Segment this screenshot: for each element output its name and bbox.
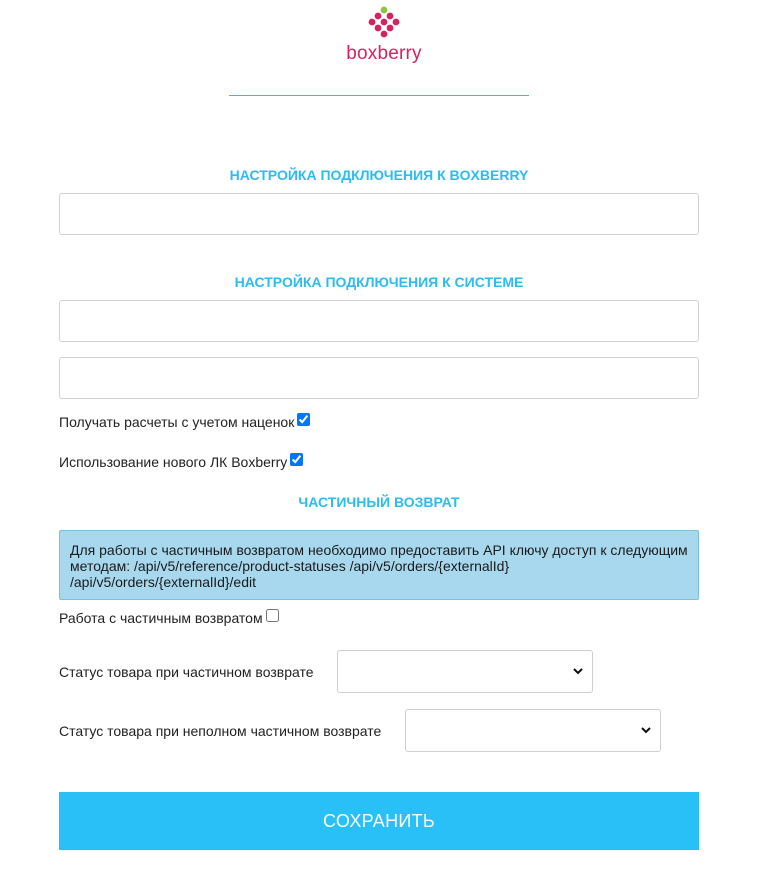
raspberry-dots-icon	[364, 5, 404, 41]
partial-status-select[interactable]	[337, 650, 593, 693]
partial-return-row[interactable]	[59, 610, 279, 626]
brand-name: boxberry	[346, 43, 422, 64]
partial-return-info	[59, 530, 699, 600]
incomplete-status-select[interactable]	[405, 709, 661, 752]
partial-return-checkbox[interactable]	[266, 609, 279, 622]
new-lk-checkbox[interactable]	[290, 453, 303, 466]
partial-status-label: Статус товара при частичном возврате	[59, 664, 314, 680]
info-line: методам: /api/v5/reference/product-statuses /api/v5/orders/{externalId}	[70, 558, 510, 574]
partial-return-label: Работа с частичным возвратом	[59, 610, 263, 626]
system-url-input[interactable]	[59, 300, 699, 342]
new-lk-label: Использование нового ЛК Boxberry	[59, 454, 288, 470]
logo-divider	[229, 95, 529, 96]
new-lk-row[interactable]	[59, 454, 303, 470]
info-line: Для работы с частичным возвратом необходимо предоставить API ключу доступ к следующим	[70, 542, 688, 558]
brand-logo	[0, 5, 768, 65]
info-line: /api/v5/orders/{externalId}/edit	[70, 574, 257, 590]
chevron-down-icon	[573, 666, 583, 676]
boxberry-connection-title: НАСТРОЙКА ПОДКЛЮЧЕНИЯ К BOXBERRY	[229, 167, 529, 183]
markup-calc-row[interactable]	[59, 414, 310, 430]
system-connection-title: НАСТРОЙКА ПОДКЛЮЧЕНИЯ К СИСТЕМЕ	[234, 274, 524, 290]
boxberry-token-input[interactable]	[59, 193, 699, 235]
system-key-input[interactable]	[59, 357, 699, 399]
chevron-down-icon	[641, 725, 651, 735]
partial-return-title: ЧАСТИЧНЫЙ ВОЗВРАТ	[298, 494, 460, 510]
markup-calc-checkbox[interactable]	[297, 413, 310, 426]
save-button[interactable]: СОХРАНИТЬ	[59, 792, 699, 850]
incomplete-status-label: Статус товара при неполном частичном возврате	[59, 723, 382, 739]
markup-calc-label: Получать расчеты с учетом наценок	[59, 414, 295, 430]
